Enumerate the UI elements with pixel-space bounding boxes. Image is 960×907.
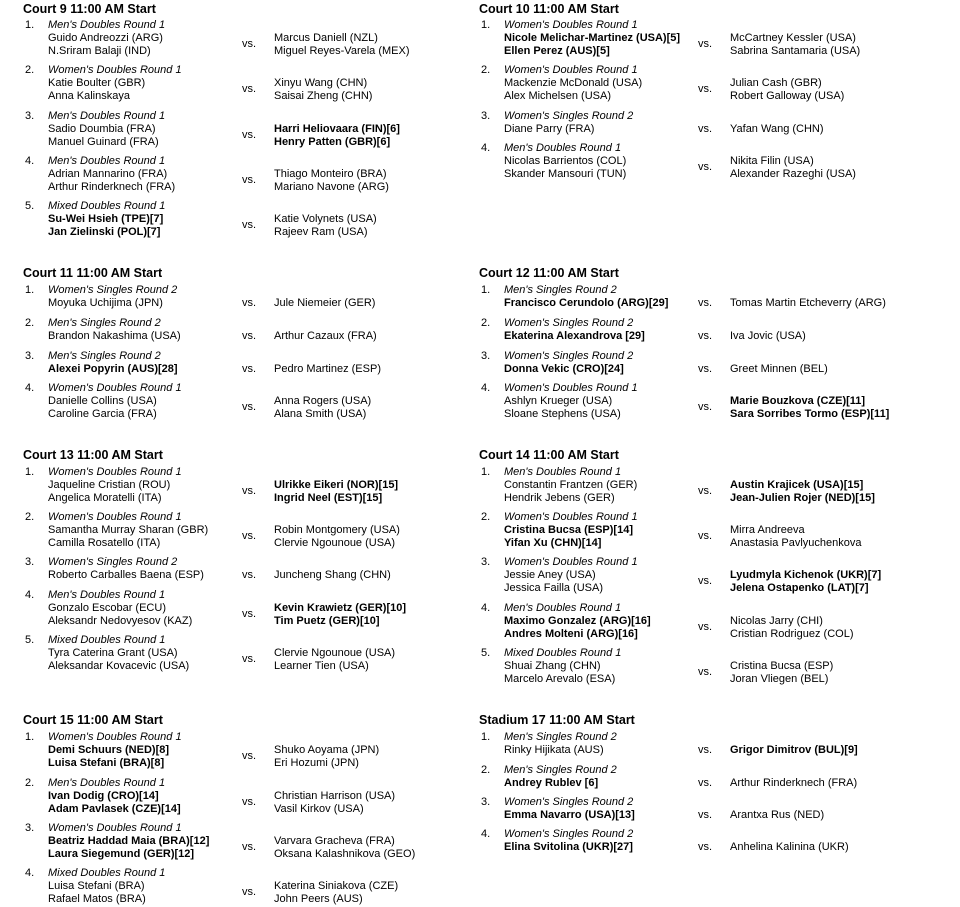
player-left: Maximo Gonzalez (ARG)[16] (504, 615, 651, 627)
player-right: Sara Sorribes Tormo (ESP)[11] (730, 408, 890, 420)
vs-label: vs. (698, 777, 713, 789)
player-right: Marie Bouzkova (CZE)[11] (730, 395, 866, 407)
match-number: 4. (481, 828, 491, 840)
match-number: 3. (481, 556, 491, 568)
player-left: Elina Svitolina (UKR)[27] (504, 841, 633, 853)
vs-label: vs. (242, 83, 257, 95)
player-right: Shuko Aoyama (JPN) (274, 744, 380, 756)
player-left: Alex Michelsen (USA) (504, 90, 611, 102)
player-right: Christian Harrison (USA) (274, 790, 396, 802)
match-number: 3. (481, 110, 491, 122)
match-number: 5. (481, 647, 491, 659)
court-title: Court 15 11:00 AM Start (23, 713, 163, 727)
vs-label: vs. (242, 219, 257, 231)
vs-label: vs. (242, 363, 257, 375)
round-label: Men's Singles Round 2 (48, 317, 161, 329)
player-left: N.Sriram Balaji (IND) (48, 45, 151, 57)
round-label: Women's Singles Round 2 (48, 556, 178, 568)
player-left: Jan Zielinski (POL)[7] (48, 226, 161, 238)
round-label: Mixed Doubles Round 1 (48, 634, 166, 646)
vs-label: vs. (698, 363, 713, 375)
round-label: Men's Doubles Round 1 (504, 466, 622, 478)
match-number: 3. (25, 110, 35, 122)
match-number: 4. (481, 382, 491, 394)
player-right: Clervie Ngounoue (USA) (274, 537, 396, 549)
match-number: 3. (25, 350, 35, 362)
player-left: Andres Molteni (ARG)[16] (504, 628, 638, 640)
player-left: Aleksandr Nedovyesov (KAZ) (48, 615, 193, 627)
match-number: 1. (481, 466, 491, 478)
round-label: Women's Doubles Round 1 (504, 511, 638, 523)
match-number: 2. (481, 64, 491, 76)
player-right: Vasil Kirkov (USA) (274, 803, 364, 815)
round-label: Women's Doubles Round 1 (48, 822, 182, 834)
player-right: Nikita Filin (USA) (730, 155, 814, 167)
player-right: Ulrikke Eikeri (NOR)[15] (274, 479, 399, 491)
court-title: Court 10 11:00 AM Start (479, 2, 619, 16)
vs-label: vs. (698, 401, 713, 413)
vs-label: vs. (242, 485, 257, 497)
match-number: 4. (25, 155, 35, 167)
player-left: Andrey Rublev [6] (504, 777, 599, 789)
match-number: 1. (481, 284, 491, 296)
court-title: Stadium 17 11:00 AM Start (479, 713, 635, 727)
player-right: Arthur Rinderknech (FRA) (730, 777, 858, 789)
player-left: Caroline Garcia (FRA) (48, 408, 157, 420)
player-right: Anastasia Pavlyuchenkova (730, 537, 862, 549)
player-right: Varvara Gracheva (FRA) (274, 835, 395, 847)
match-number: 1. (481, 19, 491, 31)
round-label: Mixed Doubles Round 1 (48, 867, 166, 879)
round-label: Women's Singles Round 2 (504, 828, 634, 840)
round-label: Women's Doubles Round 1 (48, 64, 182, 76)
player-left: Ashlyn Krueger (USA) (504, 395, 613, 407)
player-left: Diane Parry (FRA) (504, 123, 595, 135)
player-left: Marcelo Arevalo (ESA) (504, 673, 616, 685)
player-left: Donna Vekic (CRO)[24] (504, 363, 624, 375)
vs-label: vs. (242, 401, 257, 413)
player-right: McCartney Kessler (USA) (730, 32, 856, 44)
player-right: Cristina Bucsa (ESP) (730, 660, 834, 672)
vs-label: vs. (242, 174, 257, 186)
player-left: Emma Navarro (USA)[13] (504, 809, 635, 821)
player-right: Austin Krajicek (USA)[15] (730, 479, 864, 491)
match-number: 5. (25, 634, 35, 646)
player-right: Jelena Ostapenko (LAT)[7] (730, 582, 869, 594)
vs-label: vs. (242, 569, 257, 581)
player-right: John Peers (AUS) (274, 893, 363, 905)
vs-label: vs. (698, 38, 713, 50)
round-label: Men's Doubles Round 1 (48, 777, 166, 789)
player-left: Skander Mansouri (TUN) (504, 168, 627, 180)
match-number: 4. (481, 602, 491, 614)
round-label: Men's Doubles Round 1 (504, 602, 622, 614)
player-right: Julian Cash (GBR) (730, 77, 822, 89)
player-right: Clervie Ngounoue (USA) (274, 647, 396, 659)
match-number: 4. (25, 867, 35, 879)
player-right: Anna Rogers (USA) (274, 395, 372, 407)
player-right: Anhelina Kalinina (UKR) (730, 841, 849, 853)
player-left: Yifan Xu (CHN)[14] (504, 537, 602, 549)
player-right: Alana Smith (USA) (274, 408, 367, 420)
match-number: 2. (481, 511, 491, 523)
player-right: Robin Montgomery (USA) (274, 524, 400, 536)
match-number: 4. (481, 142, 491, 154)
player-left: Moyuka Uchijima (JPN) (48, 297, 163, 309)
player-right: Tomas Martin Etcheverry (ARG) (730, 297, 886, 309)
vs-label: vs. (698, 161, 713, 173)
player-left: Ivan Dodig (CRO)[14] (48, 790, 159, 802)
vs-label: vs. (698, 841, 713, 853)
vs-label: vs. (242, 841, 257, 853)
match-number: 4. (25, 382, 35, 394)
round-label: Women's Singles Round 2 (504, 110, 634, 122)
round-label: Men's Singles Round 2 (504, 764, 617, 776)
vs-label: vs. (698, 744, 713, 756)
vs-label: vs. (698, 666, 713, 678)
round-label: Women's Singles Round 2 (504, 796, 634, 808)
round-label: Men's Doubles Round 1 (504, 142, 622, 154)
vs-label: vs. (698, 485, 713, 497)
match-number: 5. (25, 200, 35, 212)
round-label: Women's Singles Round 2 (504, 317, 634, 329)
vs-label: vs. (242, 750, 257, 762)
player-left: Anna Kalinskaya (48, 90, 130, 102)
round-label: Women's Doubles Round 1 (504, 556, 638, 568)
player-right: Miguel Reyes-Varela (MEX) (274, 45, 410, 57)
match-number: 1. (25, 19, 35, 31)
vs-label: vs. (242, 330, 257, 342)
vs-label: vs. (698, 621, 713, 633)
vs-label: vs. (242, 608, 257, 620)
round-label: Men's Singles Round 2 (504, 731, 617, 743)
player-left: Jessie Aney (USA) (504, 569, 596, 581)
player-left: Luisa Stefani (BRA) (48, 880, 145, 892)
player-left: Manuel Guinard (FRA) (48, 136, 159, 148)
round-label: Men's Doubles Round 1 (48, 19, 166, 31)
match-number: 1. (25, 731, 35, 743)
player-left: Camilla Rosatello (ITA) (48, 537, 161, 549)
vs-label: vs. (698, 83, 713, 95)
player-left: Mackenzie McDonald (USA) (504, 77, 643, 89)
player-left: Alexei Popyrin (AUS)[28] (48, 363, 178, 375)
match-number: 2. (25, 511, 35, 523)
player-left: Brandon Nakashima (USA) (48, 330, 181, 342)
player-right: Xinyu Wang (CHN) (274, 77, 368, 89)
player-right: Oksana Kalashnikova (GEO) (274, 848, 416, 860)
player-left: Sadio Doumbia (FRA) (48, 123, 156, 135)
player-right: Rajeev Ram (USA) (274, 226, 368, 238)
vs-label: vs. (242, 653, 257, 665)
round-label: Mixed Doubles Round 1 (504, 647, 622, 659)
player-right: Harri Heliovaara (FIN)[6] (274, 123, 400, 135)
player-right: Pedro Martinez (ESP) (274, 363, 381, 375)
vs-label: vs. (242, 297, 257, 309)
player-right: Jean-Julien Rojer (NED)[15] (730, 492, 875, 504)
round-label: Mixed Doubles Round 1 (48, 200, 166, 212)
player-right: Sabrina Santamaria (USA) (730, 45, 861, 57)
round-label: Women's Singles Round 2 (504, 350, 634, 362)
vs-label: vs. (698, 809, 713, 821)
court-title: Court 9 11:00 AM Start (23, 2, 156, 16)
player-left: Adrian Mannarino (FRA) (48, 168, 168, 180)
round-label: Men's Doubles Round 1 (48, 589, 166, 601)
match-number: 2. (481, 764, 491, 776)
player-left: Guido Andreozzi (ARG) (48, 32, 163, 44)
player-right: Katerina Siniakova (CZE) (274, 880, 399, 892)
player-right: Juncheng Shang (CHN) (274, 569, 391, 581)
player-left: Angelica Moratelli (ITA) (48, 492, 162, 504)
player-left: Demi Schuurs (NED)[8] (48, 744, 170, 756)
match-number: 2. (25, 777, 35, 789)
player-left: Shuai Zhang (CHN) (504, 660, 601, 672)
player-left: Nicole Melichar-Martinez (USA)[5] (504, 32, 681, 44)
player-left: Sloane Stephens (USA) (504, 408, 621, 420)
player-left: Francisco Cerundolo (ARG)[29] (504, 297, 669, 309)
round-label: Women's Doubles Round 1 (504, 19, 638, 31)
court-title: Court 14 11:00 AM Start (479, 448, 619, 462)
vs-label: vs. (242, 129, 257, 141)
player-right: Tim Puetz (GER)[10] (274, 615, 380, 627)
match-number: 3. (481, 350, 491, 362)
vs-label: vs. (698, 123, 713, 135)
player-left: Constantin Frantzen (GER) (504, 479, 638, 491)
player-right: Katie Volynets (USA) (274, 213, 377, 225)
player-left: Roberto Carballes Baena (ESP) (48, 569, 204, 581)
match-number: 3. (481, 796, 491, 808)
player-left: Gonzalo Escobar (ECU) (48, 602, 166, 614)
player-right: Lyudmyla Kichenok (UKR)[7] (730, 569, 882, 581)
player-left: Su-Wei Hsieh (TPE)[7] (48, 213, 164, 225)
court-title: Court 12 11:00 AM Start (479, 266, 619, 280)
round-label: Women's Doubles Round 1 (48, 466, 182, 478)
player-left: Hendrik Jebens (GER) (504, 492, 615, 504)
match-number: 1. (481, 731, 491, 743)
player-left: Danielle Collins (USA) (48, 395, 157, 407)
player-right: Iva Jovic (USA) (730, 330, 806, 342)
player-left: Adam Pavlasek (CZE)[14] (48, 803, 181, 815)
player-right: Learner Tien (USA) (274, 660, 369, 672)
match-number: 2. (25, 64, 35, 76)
round-label: Women's Singles Round 2 (48, 284, 178, 296)
player-right: Nicolas Jarry (CHI) (730, 615, 823, 627)
player-right: Yafan Wang (CHN) (730, 123, 824, 135)
player-left: Nicolas Barrientos (COL) (504, 155, 627, 167)
player-left: Ellen Perez (AUS)[5] (504, 45, 610, 57)
player-right: Alexander Razeghi (USA) (730, 168, 856, 180)
player-left: Jessica Failla (USA) (504, 582, 604, 594)
vs-label: vs. (242, 796, 257, 808)
vs-label: vs. (698, 530, 713, 542)
match-number: 3. (25, 822, 35, 834)
player-right: Robert Galloway (USA) (730, 90, 845, 102)
vs-label: vs. (242, 38, 257, 50)
vs-label: vs. (698, 575, 713, 587)
player-right: Henry Patten (GBR)[6] (274, 136, 391, 148)
match-number: 3. (25, 556, 35, 568)
round-label: Men's Doubles Round 1 (48, 155, 166, 167)
player-left: Laura Siegemund (GER)[12] (48, 848, 195, 860)
player-right: Mariano Navone (ARG) (274, 181, 389, 193)
round-label: Women's Doubles Round 1 (504, 382, 638, 394)
player-right: Mirra Andreeva (730, 524, 805, 536)
round-label: Women's Doubles Round 1 (48, 511, 182, 523)
player-left: Cristina Bucsa (ESP)[14] (504, 524, 633, 536)
player-left: Ekaterina Alexandrova [29] (504, 330, 645, 342)
player-left: Aleksandar Kovacevic (USA) (48, 660, 190, 672)
player-left: Tyra Caterina Grant (USA) (48, 647, 178, 659)
round-label: Women's Doubles Round 1 (48, 731, 182, 743)
player-left: Katie Boulter (GBR) (48, 77, 146, 89)
player-right: Saisai Zheng (CHN) (274, 90, 373, 102)
player-right: Jule Niemeier (GER) (274, 297, 376, 309)
player-right: Joran Vliegen (BEL) (730, 673, 829, 685)
player-left: Beatriz Haddad Maia (BRA)[12] (48, 835, 210, 847)
player-left: Luisa Stefani (BRA)[8] (48, 757, 165, 769)
player-left: Rinky Hijikata (AUS) (504, 744, 604, 756)
player-left: Rafael Matos (BRA) (48, 893, 146, 905)
player-left: Samantha Murray Sharan (GBR) (48, 524, 209, 536)
player-left: Jaqueline Cristian (ROU) (48, 479, 171, 491)
match-number: 1. (25, 466, 35, 478)
round-label: Men's Singles Round 2 (504, 284, 617, 296)
round-label: Women's Doubles Round 1 (504, 64, 638, 76)
vs-label: vs. (698, 297, 713, 309)
player-right: Eri Hozumi (JPN) (274, 757, 359, 769)
player-right: Marcus Daniell (NZL) (274, 32, 378, 44)
vs-label: vs. (242, 530, 257, 542)
player-right: Cristian Rodriguez (COL) (730, 628, 854, 640)
player-right: Thiago Monteiro (BRA) (274, 168, 387, 180)
match-number: 2. (481, 317, 491, 329)
player-left: Arthur Rinderknech (FRA) (48, 181, 176, 193)
match-number: 1. (25, 284, 35, 296)
player-right: Grigor Dimitrov (BUL)[9] (730, 744, 858, 756)
round-label: Women's Doubles Round 1 (48, 382, 182, 394)
match-number: 4. (25, 589, 35, 601)
round-label: Men's Singles Round 2 (48, 350, 161, 362)
vs-label: vs. (242, 886, 257, 898)
court-title: Court 13 11:00 AM Start (23, 448, 163, 462)
player-right: Kevin Krawietz (GER)[10] (274, 602, 407, 614)
match-number: 2. (25, 317, 35, 329)
round-label: Men's Doubles Round 1 (48, 110, 166, 122)
court-title: Court 11 11:00 AM Start (23, 266, 163, 280)
vs-label: vs. (698, 330, 713, 342)
player-right: Ingrid Neel (EST)[15] (274, 492, 383, 504)
player-right: Greet Minnen (BEL) (730, 363, 828, 375)
player-right: Arantxa Rus (NED) (730, 809, 825, 821)
player-right: Arthur Cazaux (FRA) (274, 330, 377, 342)
